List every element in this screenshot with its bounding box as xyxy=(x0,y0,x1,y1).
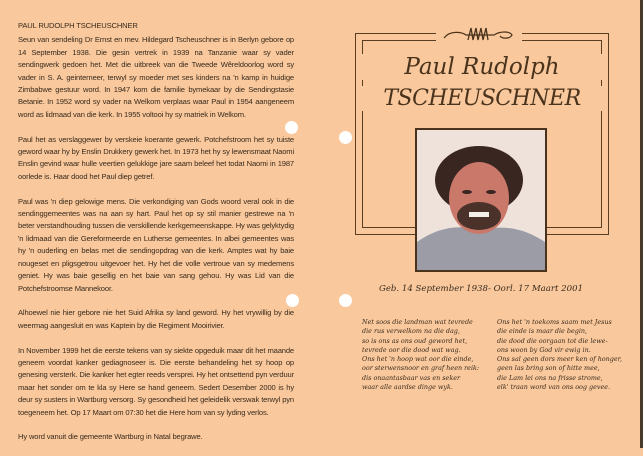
poem-line: oor sterwensnoor en graf heen reik: xyxy=(362,364,480,373)
biography-title: PAUL RUDOLPH TSCHEUSCHNER xyxy=(18,21,138,30)
poem-line: waar alle aardse dinge wyk. xyxy=(362,383,453,392)
portrait-photo xyxy=(415,128,547,272)
biography-paragraph: Paul was 'n diep gelowige mens. Die verkondiging van Gods woord veral ook in die sendinggemeentes was na aan sy hart. Paul het op sy stil manier gestrewe na 'n beter verstandhouding tussen die verskillende kerkgemeenskappe. Hy was gelyktydig 'n lidmaad van die Gereformeerde en Lutherse gemeentes. In albei gemeentes was hy 'n ouderling en belas met die sendingopdrag van die kerk. Amptes wat hy baie nougeset en pligsgetrou uitgevoer het. Hy het die volle vertroue van sy medemens geniet. Hy was baie gesellig en het baie van sang gehou. Hy was Lid van die Potchefstroomse Mannekoor. xyxy=(18,196,294,293)
punch-hole xyxy=(286,294,299,307)
poem-line: so is ons as ons oud geword het, xyxy=(362,336,468,345)
biography-paragraph: Alhoewel nie hier gebore nie het Suid Afrika sy land geword. Hy het vrywillig by die weermag aangesluit en was Kaptein by die Regiment Mooirivier. xyxy=(18,308,294,330)
deceased-first-names: Paul Rudolph xyxy=(362,54,602,80)
biography-paragraph: In November 1999 het die eerste tekens van sy siekte opgeduik maar dit het maande geneem voordat kanker gediagnoseer is. Die eerste behandeling het sy hoop op genesing versterk. Die kanker het egter reeds versprei. Hy het ontsettend pyn verduur maar het sonder om te kla sy Here se hand geneem. Sedert Desember 2000 is hy deur sy susters in Wartburg versorg. Sy gesondheid het geleidelik verswak terwyl pyn toegeneem het. Op 17 Maart om 07:30 het die Here hom van sy lyding verlos. xyxy=(18,345,294,417)
poem-line: die rus verwelkom na die dag, xyxy=(362,327,460,336)
poem-line: die einde is maar die begin, xyxy=(497,327,588,336)
poem-line: die dood die oorgaan tot die lewe- xyxy=(497,336,608,345)
poem-right-stanza xyxy=(497,318,622,392)
poem-line: Net soos die landman wat tevrede xyxy=(362,318,473,326)
poem-left-stanza xyxy=(362,318,479,392)
biography-paragraph: Seun van sendeling Dr Ernst en mev. Hildegard Tscheuschner is in Berlyn gebore op 14 September 1938. Die gesin vertrek in 1939 na Tanzanie waar sy vader sendingwerk gedoen het. Met die uitbreek van die Tweede Wêreldoorlog word sy vader in S. A. geinterneer, terwyl sy moeder met ses kinders na 'n kamp in huidige Zimbabwe gestuur word. In 1947 kom die familie bymekaar by die Sendingstasie Betanie. In 1952 word sy vader na Welkom verplaas waar Paul in 1954 aangeneem word as lidmaad van die kerk. In 1955 voltooi hy sy matriek in Welkom. xyxy=(18,35,294,119)
poem-line: Ons het 'n toekoms saam met Jesus xyxy=(497,318,612,326)
biography-column xyxy=(18,20,294,456)
poem-line: elk' traan word van ons oog gevee. xyxy=(497,383,611,392)
biography-paragraph: Paul het as verslaggewer by verskeie koerante gewerk. Potchefstroom het sy tuiste geword waar hy by Enslin Drukkery gewerk het. In 1973 het hy sy lewensmaat Naomi Enslin gevind waar hulle veertien gelukkige jare saam beleef het todat Naomi in 1987 oorlede is. Haar dood het Paul diep getref. xyxy=(18,134,294,181)
poem-line: geen las bring son of hitte mee, xyxy=(497,364,600,373)
flourish-ornament-icon xyxy=(440,22,520,48)
poem-line: ons woon by God vir ewig in. xyxy=(497,345,591,354)
poem-line: tevrede oor die dood wat wag. xyxy=(362,345,461,354)
biography-paragraph: Hy word vanuit die gemeente Wartburg in Natal begrawe. xyxy=(18,432,203,442)
life-dates: Geb. 14 September 1938- Oorl. 17 Maart 2001 xyxy=(378,284,584,294)
poem-line: Ons sal geen dors meer ken of honger, xyxy=(497,355,623,364)
poem-line: Ons het 'n hoop wat oor die einde, xyxy=(362,355,474,364)
punch-hole xyxy=(285,121,298,134)
poem-line: die Lam lei ons na frisse strome, xyxy=(497,373,603,382)
punch-hole xyxy=(339,294,352,307)
deceased-surname: TSCHEUSCHNER xyxy=(362,86,602,111)
poem-line: dis onaantasbaar vas en seker xyxy=(362,373,461,382)
punch-hole xyxy=(339,131,352,144)
